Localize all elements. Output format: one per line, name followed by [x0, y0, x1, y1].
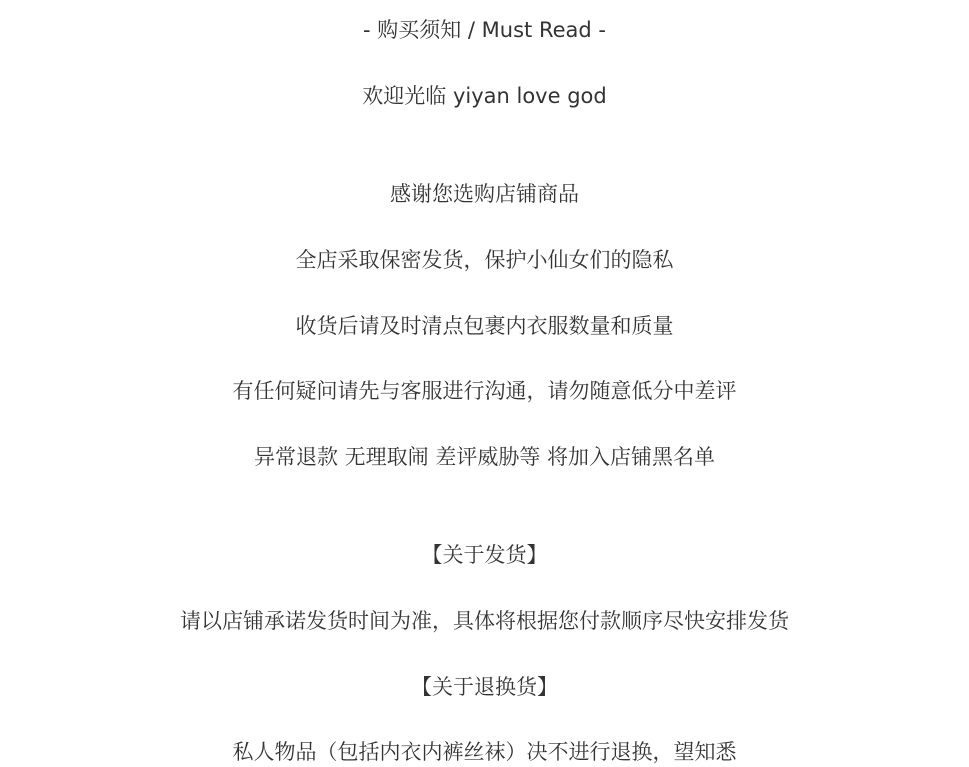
intro-line-1: 感谢您选购店铺商品	[390, 182, 579, 206]
shipping-heading: 【关于发货】	[421, 543, 548, 567]
notice-header: - 购买须知 / Must Read -	[363, 18, 606, 42]
intro-line-5: 异常退款 无理取闹 差评威胁等 将加入店铺黑名单	[253, 445, 716, 469]
returns-heading: 【关于退换货】	[411, 675, 558, 699]
intro-line-2: 全店采取保密发货，保护小仙女们的隐私	[295, 248, 674, 272]
intro-line-4: 有任何疑问请先与客服进行沟通，请勿随意低分中差评	[232, 379, 737, 403]
shipping-text: 请以店铺承诺发货时间为准，具体将根据您付款顺序尽快安排发货	[180, 609, 789, 633]
welcome-line: 欢迎光临 yiyan love god	[362, 84, 607, 108]
intro-line-3: 收货后请及时清点包裹内衣服数量和质量	[295, 314, 674, 338]
returns-text: 私人物品（包括内衣内裤丝袜）决不进行退换，望知悉	[232, 740, 737, 764]
